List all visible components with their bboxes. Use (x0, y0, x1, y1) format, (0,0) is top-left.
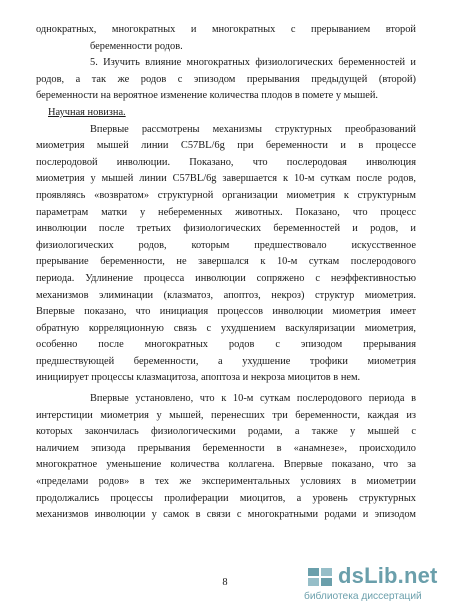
objectives-continuation (36, 22, 416, 105)
text-line: «пределами родов» в тех же экспериментальных условиях в миометрии (36, 476, 416, 488)
book-stack-icon (306, 565, 334, 589)
text-line: прерывание беременности, не завершался к 10-м суткам послеродового (36, 256, 416, 268)
paragraph-novelty-1 (36, 122, 416, 388)
text-line: физиологических родов, которым предшествовало искусственное (36, 239, 416, 251)
text-line: наличием эпизода прерывания беременности в «анамнезе», происходило (36, 442, 416, 454)
text-line: беременности родов. (90, 40, 183, 52)
paragraph-novelty-2 (36, 391, 416, 524)
text-line: родов, а так же родов с эпизодом прерывания предыдущей (второй) (36, 73, 416, 85)
text-line: обратную корреляционную связь с ухудшением васкуляризации миометрия, (36, 322, 416, 334)
text-line: предшествующей беременности, а ухудшение трофики миометрия (36, 355, 416, 367)
text-line: Впервые показано, что инициация процессов инволюции миометрия имеет (36, 306, 416, 318)
heading-row (36, 105, 416, 122)
text-line: беременности на вероятное изменение количества плодов в помете у мышей. (36, 90, 378, 102)
text-line: интерстиции миометрия у мышей, перенесших три беременности, каждая из (36, 409, 416, 421)
text-line: миометрия у мышей линии С57BL/6g завершается к 10-м суткам после родов, (36, 173, 416, 185)
text-line: инволюции после третьих физиологических беременностей и родов, и (36, 223, 416, 235)
text-line: многократное уменьшение количества коллагена. Впервые показано, что за (36, 459, 416, 471)
text-line: миометрия мышей линии С57BL/6g при беременности и в процессе (36, 140, 416, 152)
text-line: продолжались процессы пролиферации миоцитов, а уровень структурных (36, 492, 416, 504)
text-line: инициирует процессы клазмацитоза, апоптоза и некроза миоцитов в нем. (36, 372, 361, 384)
text-line: механизмов элиминации (клазматоз, апоптоз, некроз) структур миометрия. (36, 289, 416, 301)
text-line: особенно после многократных родов с эпизодом прерывания (36, 339, 416, 351)
text-line: периода. Удлинение процесса инволюции сопряжено с неэффективностью (36, 272, 416, 284)
text-line: 5. Изучить влияние многократных физиологических беременностей и (90, 57, 416, 69)
watermark-site-name: dsLib.net (338, 563, 438, 588)
section-heading: Научная новизна. (48, 106, 126, 118)
text-line: проявляясь «возвратом» структурной организации миометрия к структурным (36, 189, 416, 201)
watermark-logo-row (300, 562, 440, 590)
text-line: однократных, многократных и многократных с прерыванием второй (36, 24, 416, 35)
text-line: послеродовой инволюции. Показано, что послеродовая инволюция (36, 156, 416, 168)
text-line: Впервые установлено, что к 10-м суткам послеродового периода в (90, 393, 416, 405)
dslib-watermark[interactable] (300, 562, 440, 606)
text-line: которых закончилась физиологическими родами, а также у мышей с (36, 426, 416, 438)
text-line: параметрам матки у небеременных животных. Показано, что процесс (36, 206, 416, 218)
page-number: 8 (222, 577, 228, 588)
text-line: Впервые рассмотрены механизмы структурных преобразований (90, 123, 416, 135)
page-content (36, 22, 416, 524)
watermark-subtitle: библиотека диссертаций (304, 591, 422, 602)
text-line: механизмов инволюции у самок в связи с многократными родами и эпизодом (36, 509, 416, 521)
